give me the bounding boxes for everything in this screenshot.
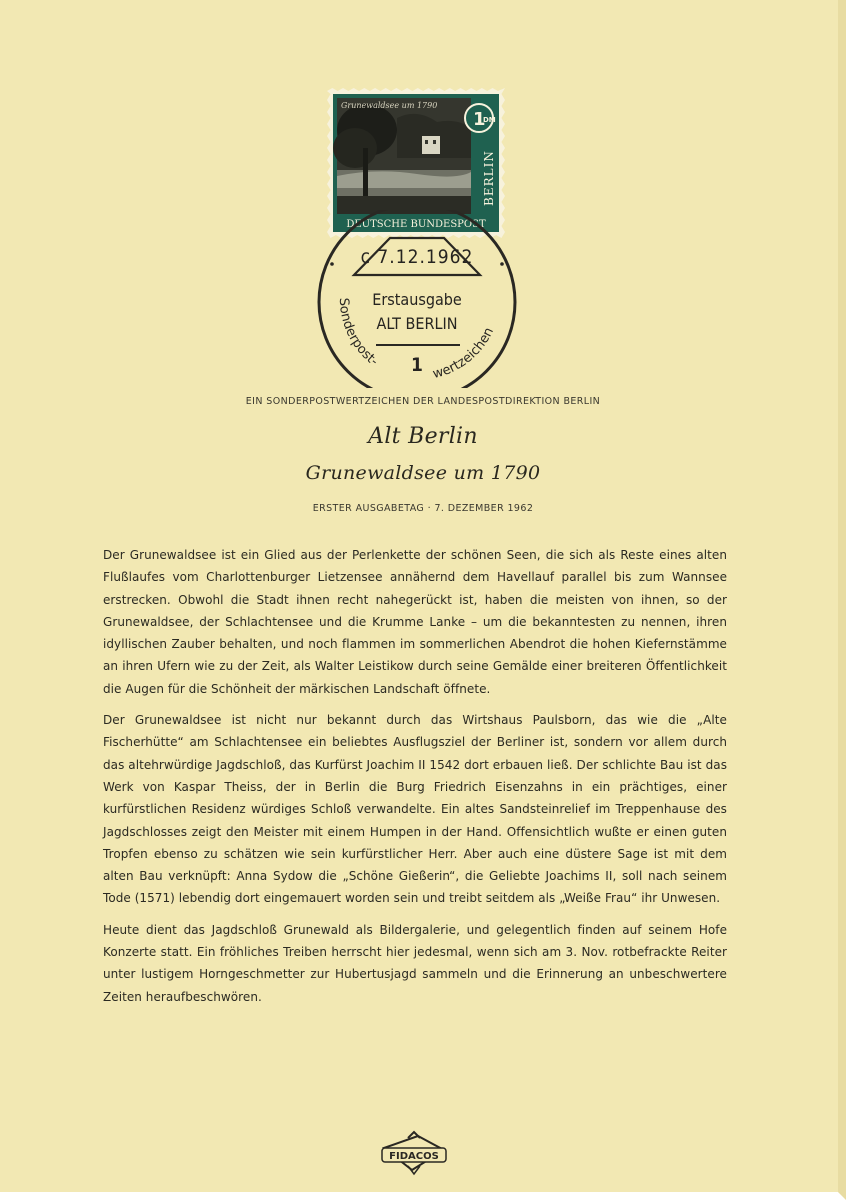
publisher-logo [378, 1130, 450, 1176]
body-text [103, 544, 727, 1017]
postmark-arc-right: wertzeichen [431, 325, 497, 383]
page-subtitle: Grunewaldsee um 1790 [305, 462, 541, 484]
stamp-value: 1 [473, 109, 486, 130]
postmark-line2: ALT BERLIN [376, 314, 458, 333]
stamp-country: BERLIN [482, 150, 496, 206]
postmark-line1: Erstausgabe [372, 290, 462, 309]
stamp-currency: DM [483, 116, 496, 124]
postmark-number: 1 [411, 354, 423, 376]
body-paragraph-1: Der Grunewaldsee ist ein Glied aus der Perlenkette der schönen Seen, die sich als Reste eines alten Flußlaufes vom Charlottenburger Lietzensee annähernd dem Havellauf parallel bis zum Wannsee erstrecken. Obwohl die Stadt ihnen recht nahegerückt ist, haben die meisten von ihnen, so der Grunewaldsee, der Schlachtensee und die Krumme Lanke – um die bekanntesten zu nennen, ihren idyllischen Zauber behalten, und noch flammen im sommerlichen Abendrot die hohen Kiefernstämme an ihren Ufern wie zu der Zeit, als Walter Leistikow durch seine Gemälde einer breiteren Öffentlichkeit die Augen für die Schönheit der märkischen Landschaft öffnete. [103, 548, 727, 696]
body-paragraph-2: Der Grunewaldsee ist nicht nur bekannt durch das Wirtshaus Paulsborn, das wie die „Alte Fischerhütte“ am Schlachtensee ein beliebtes Ausflugsziel der Berliner ist, sondern vor allem durch das altehrwürdige Jagdschloß, das Kurfürst Joachim II 1542 dort erbauen ließ. Der schlichte Bau ist das Werk von Kaspar Theiss, der in Berlin die Burg Friedrich Eisenzahns in ein prächtiges, einer kurfürstlichen Residenz würdiges Schloß verwandelte. Ein altes Sandsteinrelief im Treppenhause des Jagdschlosses zeigt den Meister mit einem Humpen in der Hand. Offensichtlich wußte er einen guten Tropfen ebenso zu schätzen wie sein kurfürstlicher Herr. Aber auch eine düstere Sage ist mit dem alten Bau verknüpft: Anna Sydow die „Schöne Gießerin“, die Geliebte Joachims II, soll nach seinem Tode (1571) lebendig dort eingemauert worden sein und treibt seitdem als „Weiße Frau“ ihr Unwesen. [103, 713, 727, 906]
fidacos-logo-icon [378, 1130, 450, 1176]
stamp-issuer: DEUTSCHE BUNDESPOST [346, 219, 486, 230]
postmark-arc-left: Sonderpost- [335, 297, 381, 370]
body-paragraph-3: Heute dient das Jagdschloß Grunewald als Bildergalerie, und gelegentlich finden auf seinem Hofe Konzerte statt. Ein fröhliches Treiben herrscht hier jedesmal, wenn sich am 3. Nov. rotbefrackte Reiter unter lustigem Horngeschmetter zur Hubertusjagd sammeln und die Erinnerung an unbeschwertere Zeiten heraufbeschwören. [103, 922, 727, 1004]
postmark-date: c 7.12.1962 [360, 246, 474, 268]
page-title: Alt Berlin [368, 424, 478, 449]
issuer-line: EIN SONDERPOSTWERTZEICHEN DER LANDESPOSTDIREKTION BERLIN [245, 396, 601, 407]
logo-text: FIDACOS [389, 1151, 439, 1162]
first-day-postmark [310, 210, 524, 388]
issue-date: ERSTER AUSGABETAG · 7. DEZEMBER 1962 [312, 503, 534, 514]
stamp-caption: Grunewaldsee um 1790 [341, 101, 438, 110]
